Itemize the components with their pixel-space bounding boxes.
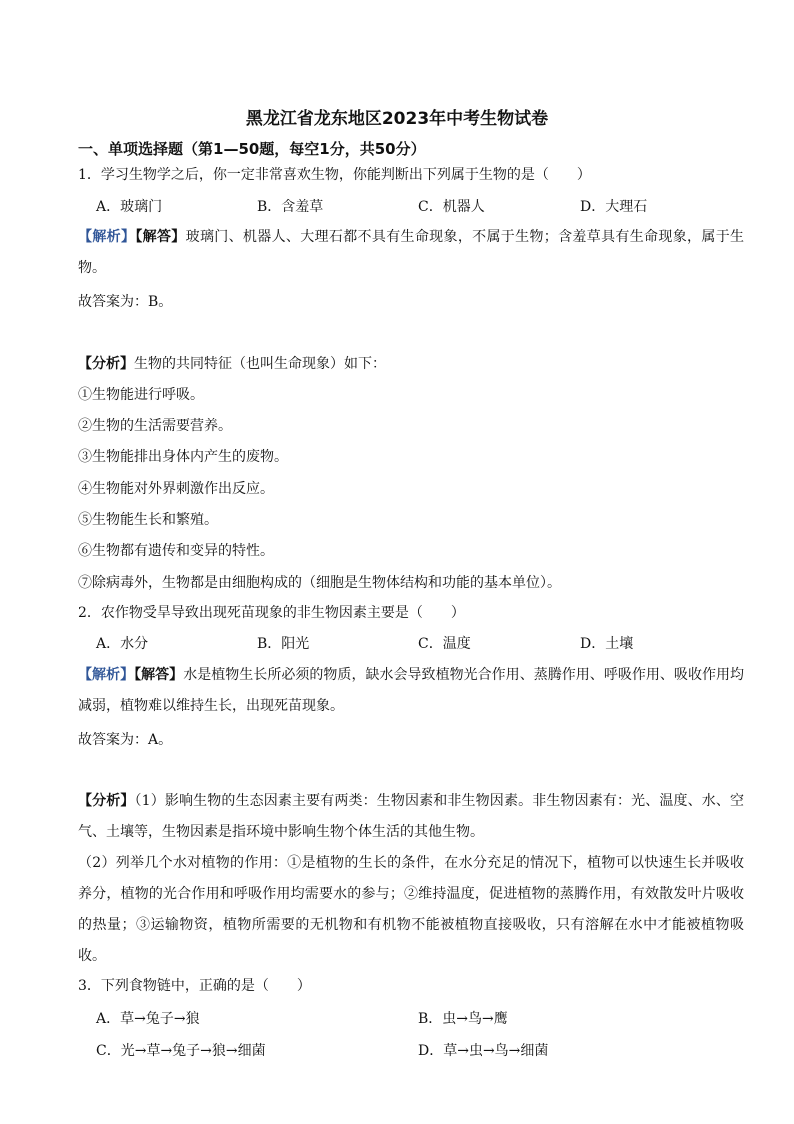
q2-analysis-p2: （2）列举几个水对植物的作用：①是植物的生长的条件，在水分充足的情况下，植物可以快速生长并吸收养分，植物的光合作用和呼吸作用均需要水的参与；②维持温度，促进植物的蒸腾作用，有效散发叶片吸收的热量；③运输物资，植物所需要的无机物和有机物不能被植物直接吸收，只有溶解在水中才能被植物吸收。 <box>78 855 744 964</box>
jiexi-label: 【解析】 <box>78 229 136 245</box>
q2-explanation <box>78 660 744 722</box>
jieda-label: 【解答】 <box>134 667 184 683</box>
q2-option-d: D．土壤 <box>580 636 634 652</box>
q1-point: ⑦除病毒外，生物都是由细胞构成的（细胞是生物体结构和功能的基本单位）。 <box>78 575 561 591</box>
q1-analysis-intro: 【分析】生物的共同特征（也叫生命现象）如下： <box>78 356 386 372</box>
q3-option-d: D．草→虫→鸟→细菌 <box>418 1043 549 1059</box>
q2-option-a: A．水分 <box>96 636 149 652</box>
question-1-stem: 1．学习生物学之后，你一定非常喜欢生物，你能判断出下列属于生物的是（ ） <box>78 167 591 183</box>
q2-option-c: C．温度 <box>418 636 471 652</box>
q3-option-c: C．光→草→兔子→狼→细菌 <box>96 1043 266 1059</box>
question-3-stem: 3．下列食物链中，正确的是（ ） <box>78 978 311 994</box>
q1-point: ②生物的生活需要营养。 <box>78 418 232 434</box>
q2-jieda-text: 水是植物生长所必须的物质，缺水会导致植物光合作用、蒸腾作用、呼吸作用、吸收作用均减弱，植物难以维持生长，出现死苗现象。 <box>78 667 745 714</box>
q1-option-c: C．机器人 <box>418 199 485 215</box>
q2-answer: 故答案为：A。 <box>78 732 173 748</box>
q1-point: ⑤生物能生长和繁殖。 <box>78 512 218 528</box>
fenxi-label: 【分析】 <box>78 356 134 372</box>
jiexi-label: 【解析】 <box>78 667 135 683</box>
q1-option-b: B．含羞草 <box>257 199 324 215</box>
question-2-stem: 2．农作物受旱导致出现死苗现象的非生物因素主要是（ ） <box>78 605 465 621</box>
q1-jieda-text: 玻璃门、机器人、大理石都不具有生命现象，不属于生物；含羞草具有生命现象，属于生物。 <box>78 229 745 276</box>
q1-option-a: A．玻璃门 <box>96 199 163 215</box>
q3-option-a: A．草→兔子→狼 <box>96 1011 200 1027</box>
q1-point: ④生物能对外界刺激作出反应。 <box>78 481 274 497</box>
q2-analysis-p1: 【分析】（1）影响生物的生态因素主要有两类：生物因素和非生物因素。非生物因素有：光、温度、水、空气、土壤等，生物因素是指环境中影响生物个体生活的其他生物。 <box>78 793 745 840</box>
q1-answer: 故答案为：B。 <box>78 294 173 310</box>
q1-point: ③生物能排出身体内产生的废物。 <box>78 449 288 465</box>
q2-option-b: B．阳光 <box>257 636 310 652</box>
jieda-label: 【解答】 <box>135 229 186 245</box>
q3-option-b: B．虫→鸟→鹰 <box>418 1011 508 1027</box>
q1-option-d: D．大理石 <box>580 199 648 215</box>
q1-explanation <box>78 222 744 284</box>
section-heading: 一、单项选择题（第1—50题，每空1分，共50分） <box>78 140 426 158</box>
fenxi-label: 【分析】 <box>78 793 135 809</box>
q1-point: ①生物能进行呼吸。 <box>78 387 204 403</box>
page-title: 黑龙江省龙东地区2023年中考生物试卷 <box>245 109 549 129</box>
q1-point: ⑥生物都有遗传和变异的特性。 <box>78 543 274 559</box>
